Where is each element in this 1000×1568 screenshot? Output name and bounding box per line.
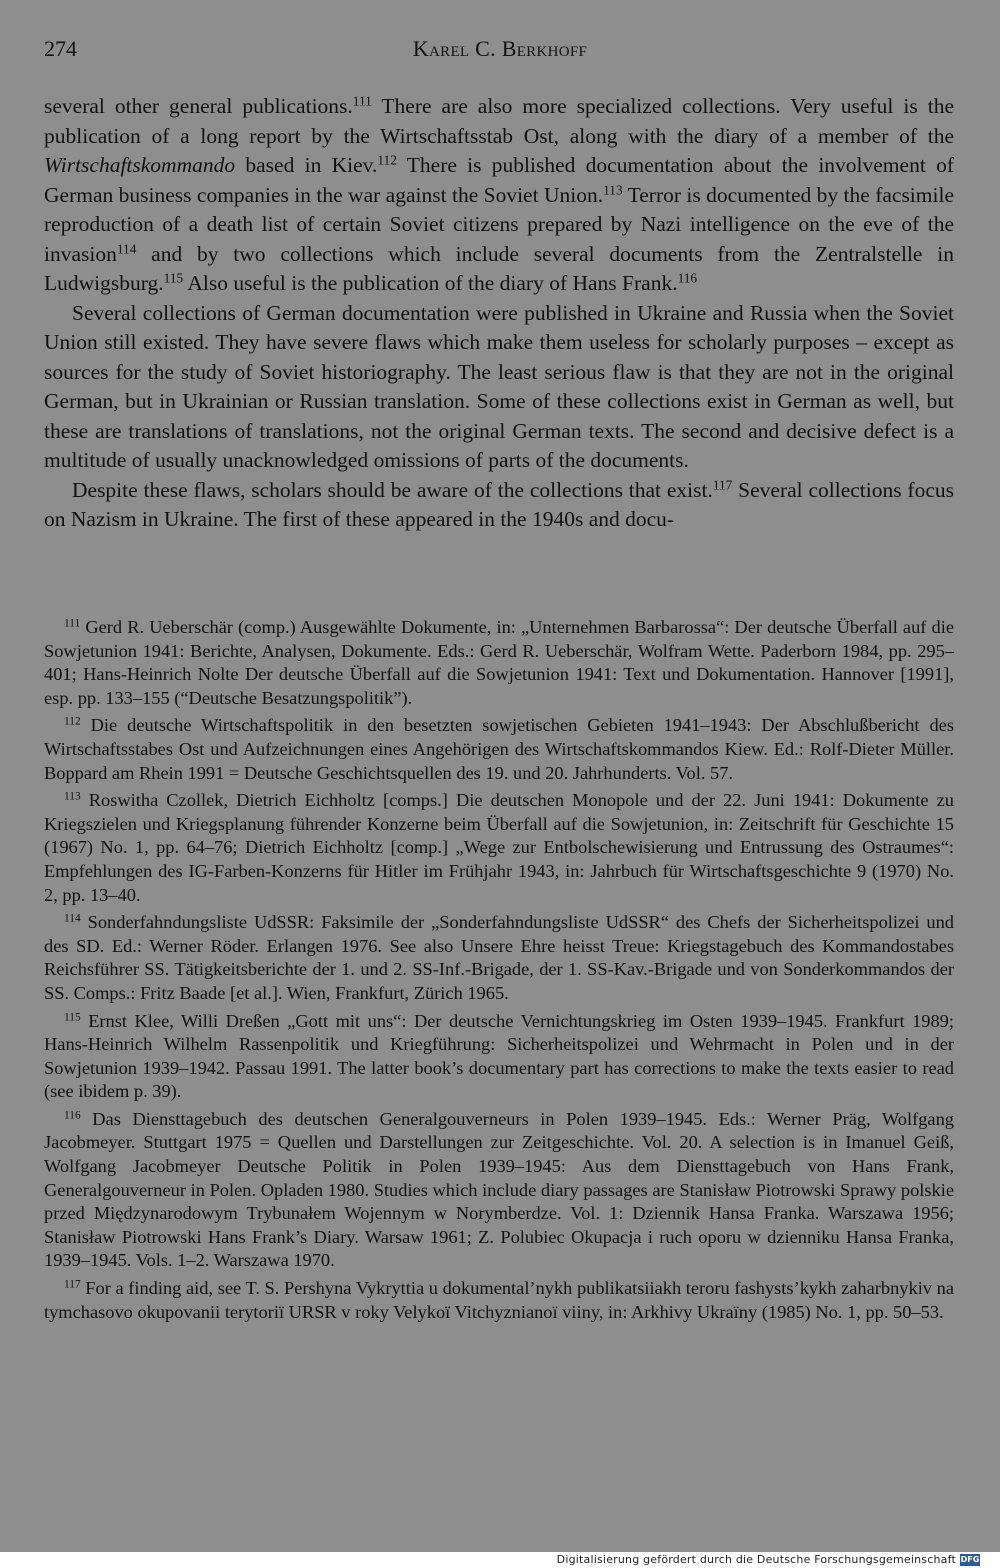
funding-credit: Digitalisierung gefördert durch die Deutsche Forschungsgemeinschaft [556, 1553, 956, 1566]
footnote [44, 616, 954, 710]
footnote [44, 714, 954, 785]
footnote-ref: 114 [116, 241, 137, 257]
footnote [44, 1277, 954, 1324]
paragraph-3 [44, 476, 954, 535]
footnote-ref: 111 [352, 93, 372, 109]
main-text [44, 92, 954, 535]
text-span: and by two collections which include several documents from the Zentralstelle in Ludwigsburg. [44, 241, 954, 295]
footnote [44, 1010, 954, 1104]
page-number: 274 [44, 36, 77, 61]
dfg-logo-icon: DFG [960, 1555, 980, 1564]
text-span: several other general publications. [44, 94, 353, 118]
text-span: based in Kiev. [235, 153, 378, 177]
footnote-number: 113 [64, 790, 81, 803]
text-span: Also useful is the publication of the diary of Hans Frank. [183, 271, 678, 295]
footnote-text: Roswitha Czollek, Dietrich Eichholtz [comps.] Die deutschen Monopole und der 22. Juni 1941: Dokumente zu Kriegszielen und Kriegsplanung führender Konzerne beim Überfall auf die Sowjetunion, in: Zeitschrift für Geschichte 15 (1967) No. 1, pp. 64–76; Dietrich Eichholtz [comp.] „Wege zur Entbolschewisierung und Entrussung des Ostraumes“: Empfehlungen des IG-Farben-Konzerns für Hitler im Frühjahr 1943, in: Jahrbuch für Wirtschaftsgeschichte 9 (1970) No. 2, pp. 13–40. [44, 790, 954, 905]
footnote-text: For a finding aid, see T. S. Pershyna Vykryttia u dokumental’nykh publikatsiiakh teroru fashysts’kykh zaharbnykiv na tymchasovo okupovanii terytoriï URSR v roky Velykoï Vitchyznianoï viiny, in: Arkhivy Ukraïny (1985) No. 1, pp. 50–53. [44, 1278, 954, 1322]
text-span: Terror is documented by the facsimile reproduction of a death list of certain Soviet citizens prepared by Nazi intelligence on the eve of the invasion [44, 182, 954, 266]
footnote-ref: 117 [712, 477, 733, 493]
footnote-number: 111 [64, 617, 81, 630]
text-span: Despite these flaws, scholars should be aware of the collections that exist. [72, 477, 713, 502]
text-span: Several collections focus on Nazism in Ukraine. The first of these appeared in the 1940s and docu- [44, 477, 954, 531]
paragraph-1 [44, 92, 954, 299]
footnote-text: Sonderfahndungsliste UdSSR: Faksimile der „Sonderfahndungsliste UdSSR“ des Chefs der Sicherheitspolizei und des SD. Ed.: Werner Röder. Erlangen 1976. See also Unsere Ehre heisst Treue: Kriegstagebuch des Kommandostabes Reichsführer SS. Tätigkeitsberichte der 1. und 2. SS-Inf.-Brigade, der 1. SS-Kav.-Brigade und von Sonderkommandos der SS. Comps.: Fritz Baade [et al.]. Wien, Frankfurt, Zürich 1965. [44, 912, 954, 1003]
footnote [44, 789, 954, 907]
footnote-text: Ernst Klee, Willi Dreßen „Gott mit uns“: Der deutsche Vernichtungskrieg im Osten 1939–1945. Frankfurt 1989; Hans-Heinrich Wilhelm Rassenpolitik und Kriegführung: Sicherheitspolizei und Wehrmacht in Polen und in der Sowjetunion 1939–1942. Passau 1991. The latter book’s documentary part has corrections to make the texts easier to read (see ibidem p. 39). [44, 1010, 954, 1102]
footnote-ref: 116 [677, 270, 698, 286]
footnote-number: 116 [64, 1109, 81, 1122]
footnote-ref: 112 [377, 152, 397, 168]
footnote [44, 911, 954, 1005]
footnote-text: Gerd R. Ueberschär (comp.) Ausgewählte Dokumente, in: „Unternehmen Barbarossa“: Der deutsche Überfall auf die Sowjetunion 1941: Berichte, Analysen, Dokumente. Eds.: Gerd R. Ueberschär, Wolfram Wette. Paderborn 1984, pp. 295–401; Hans-Heinrich Nolte Der deutsche Überfall auf die Sowjetunion 1941: Text und Dokumentation. Hannover [1991], esp. pp. 133–155 (“Deutsche Besatzungspolitik”). [44, 617, 954, 708]
paragraph-2: Several collections of German documentation were published in Ukraine and Russia when the Soviet Union still existed. They have severe flaws which make them useless for scholarly purposes – except as sources for the study of Soviet historiography. The least serious flaw is that they are not in the original German, but in Ukrainian or Russian translation. Some of these collections exist in German as well, but these are translations of translations, not the original German texts. The second and decisive defect is a multitude of usually unacknowledged omissions of parts of the documents. [44, 300, 954, 472]
text-span: There are also more specialized collections. Very useful is the publication of a long report by the Wirtschaftsstab Ost, along with the diary of a member of the [44, 94, 954, 148]
footnote-number: 114 [64, 912, 81, 925]
footnote-text: Das Diensttagebuch des deutschen Generalgouverneurs in Polen 1939–1945. Eds.: Werner Präg, Wolfgang Jacobmeyer. Stuttgart 1975 = Quellen und Darstellungen zur Zeitgeschichte. Vol. 20. A selection is in Imanuel Geiß, Wolfgang Jacobmeyer Deutsche Politik in Polen 1939–1945: Aus dem Diensttagebuch von Hans Frank, Generalgouverneur in Polen. Opladen 1980. Studies which include diary passages are Stanisław Piotrowski Sprawy polskie przed Międzynarodowym Trybunałem Wojennym w Norymberdze. Vol. 1: Dziennik Hansa Franka. Warszawa 1956; Stanisław Piotrowski Hans Frank’s Diary. Warsaw 1961; Z. Polubiec Okupacja i ruch oporu w dzienniku Hansa Franka, 1939–1945. Vols. 1–2. Warszawa 1970. [44, 1108, 954, 1271]
footnote-text: Die deutsche Wirtschaftspolitik in den besetzten sowjetischen Gebieten 1941–1943: Der Abschlußbericht des Wirtschaftsstabes Ost und Aufzeichnungen eines Angehörigen des Wirtschaftskommandos Kiew. Ed.: Rolf-Dieter Müller. Boppard am Rhein 1991 = Deutsche Geschichtsquellen des 19. und 20. Jahrhunderts. Vol. 57. [44, 715, 954, 783]
footnote-number: 117 [64, 1278, 81, 1291]
running-head: Karel C. Berkhoff [412, 36, 588, 61]
footnotes [44, 616, 954, 1328]
footnote-number: 112 [64, 716, 81, 729]
footnote [44, 1108, 954, 1273]
footnote-ref: 115 [163, 270, 184, 286]
italic-term: Wirtschaftskommando [44, 153, 236, 177]
footnote-ref: 113 [603, 182, 623, 198]
footnote-number: 115 [64, 1011, 81, 1024]
text-span: There is published documentation about the involvement of German business companies in the war against the Soviet Union. [44, 153, 954, 207]
